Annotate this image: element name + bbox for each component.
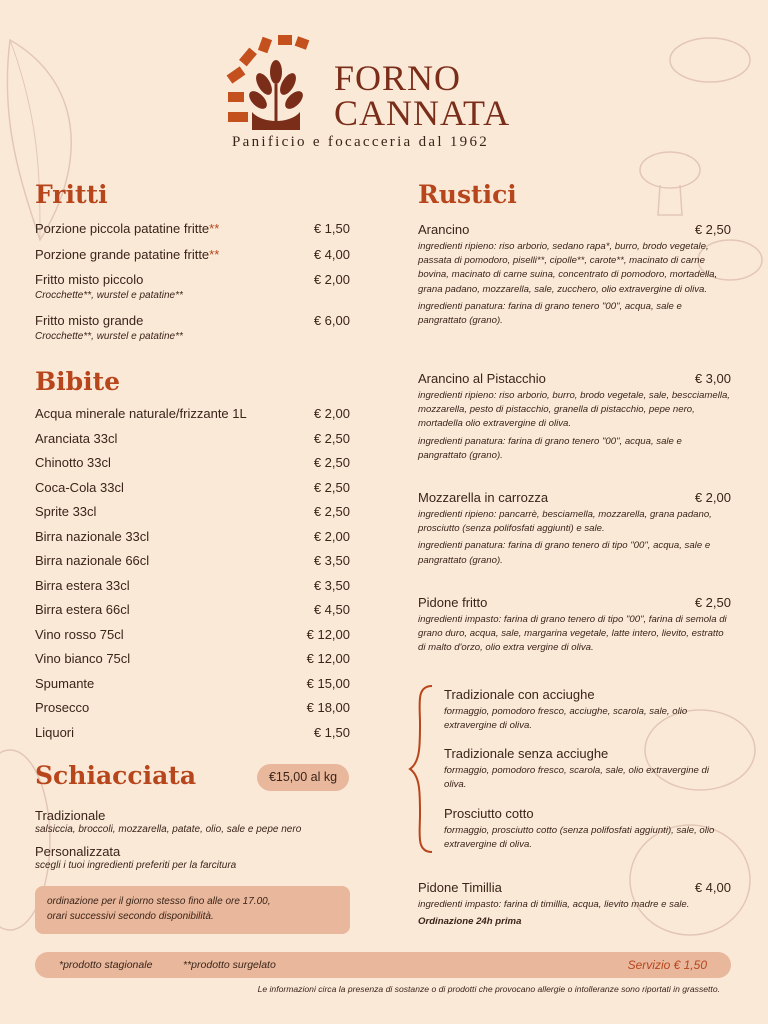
bibite-item-name: Birra nazionale 33cl: [35, 529, 150, 544]
bibite-item: [35, 504, 350, 519]
brand-tagline: Panificio e focacceria dal 1962: [232, 134, 490, 150]
surgelato-note: **prodotto surgelato: [183, 959, 276, 971]
note-line: orari successivi secondo disponibilità.: [47, 911, 214, 922]
variant-title: Tradizionale senza acciughe: [444, 746, 609, 761]
variant-title: Prosciutto cotto: [444, 806, 534, 821]
rustico-price: € 3,00: [694, 371, 731, 386]
schiacciata-note: [35, 886, 350, 934]
fritti-item-sub: Crocchette**, wurstel e patatine**: [35, 331, 183, 342]
fritti-title: Fritti: [35, 180, 108, 209]
variant-title: Tradizionale con acciughe: [444, 687, 595, 702]
rustico-pistacchio: [418, 369, 731, 463]
bibite-item-name: Vino bianco 75cl: [35, 651, 131, 666]
rustico-price: € 2,50: [694, 595, 731, 610]
bibite-item-price: € 18,00: [306, 700, 350, 715]
fritti-item-name: Fritto misto grande: [35, 313, 144, 328]
fritti-item-name: Porzione grande patatine fritte: [35, 247, 210, 262]
bibite-item: [35, 725, 350, 740]
schiacciata-item: [35, 844, 350, 871]
frozen-mark: **: [209, 247, 220, 262]
brand-name-top: FORNO: [334, 58, 462, 98]
bibite-item: [35, 676, 350, 691]
bibite-item-name: Liquori: [35, 725, 75, 740]
rustico-arancino: [418, 220, 731, 329]
rustico-carrozza: [418, 488, 731, 568]
bibite-item-name: Acqua minerale naturale/frizzante 1L: [35, 406, 247, 421]
rustico-ripieno: ingredienti ripieno: pancarrè, besciamella, mozzarella, grana padano, prosciutto (senza polifosfati aggiunti) e sale.: [418, 508, 712, 534]
fritti-item: [35, 247, 350, 262]
bibite-item-name: Birra estera 33cl: [35, 578, 130, 593]
schiacciata-item-name: Tradizionale: [35, 808, 106, 823]
bibite-item-name: Aranciata 33cl: [35, 431, 118, 446]
pidone-variant: [444, 685, 731, 733]
fritti-item: [35, 313, 350, 342]
bibite-item: [35, 651, 350, 666]
bibite-item-price: € 3,50: [313, 578, 350, 593]
bibite-item: [35, 553, 350, 568]
schiacciata-item-name: Personalizzata: [35, 844, 121, 859]
bibite-item-name: Birra nazionale 66cl: [35, 553, 150, 568]
schiacciata-price-pill: €15,00 al kg: [257, 764, 349, 791]
servizio-price: Servizio € 1,50: [627, 958, 707, 972]
bibite-item-price: € 1,50: [313, 725, 350, 740]
rustico-impasto: ingredienti impasto: farina di timillia, acqua, lievito madre e sale.: [418, 898, 690, 910]
bibite-item-name: Spumante: [35, 676, 95, 691]
stagionale-note: *prodotto stagionale: [59, 959, 153, 971]
rustico-price: € 2,50: [694, 222, 731, 237]
schiacciata-item: [35, 808, 350, 835]
footer-bar: [35, 952, 731, 978]
allergen-note: Le informazioni circa la presenza di sostanze o di prodotti che provocano allergie o intolleranze sono riportati in grassetto.: [257, 984, 720, 994]
bibite-item-price: € 2,50: [313, 455, 350, 470]
note-line: ordinazione per il giorno stesso fino alle ore 17.00,: [47, 896, 271, 907]
fritti-item-name: Fritto misto piccolo: [35, 272, 144, 287]
fritti-item: [35, 272, 350, 301]
fritti-item: [35, 221, 350, 236]
bibite-item-price: € 4,50: [313, 602, 350, 617]
bibite-item-price: € 2,50: [313, 480, 350, 495]
rustico-ripieno: ingredienti ripieno: riso arborio, sedano rapa*, burro, brodo vegetale, passata di pomodoro, piselli**, cipolle**, carote**, macinato di carne bovina, macinato di carne suina, concentrato di pomodoro, mortadella, grana padano, mozzarella, sale, zucchero, olio extravergine di oliva.: [418, 240, 718, 295]
rustico-panatura: ingredienti panatura: farina di grano tenero di tipo "00", acqua, sale e pangrattato (grano).: [418, 540, 711, 566]
rustico-panatura: ingredienti panatura: farina di grano tenero "00", acqua, sale e pangrattato (grano).: [418, 435, 682, 462]
bibite-item-price: € 3,50: [313, 553, 350, 568]
bibite-item: [35, 578, 350, 593]
rustico-order: Ordinazione 24h prima: [418, 915, 522, 927]
bibite-item-price: € 2,00: [313, 406, 350, 421]
bibite-item: [35, 700, 350, 715]
bibite-item: [35, 455, 350, 470]
fritti-item-price: € 1,50: [313, 221, 350, 236]
rustico-panatura: ingredienti panatura: farina di grano tenero "00", acqua, sale e pangrattato (grano).: [418, 301, 682, 327]
rustico-price: € 4,00: [694, 880, 731, 895]
rustico-name: Arancino al Pistacchio: [418, 371, 546, 386]
schiacciata-item-desc: scegli i tuoi ingredienti preferiti per la farcitura: [35, 860, 237, 871]
bibite-item-name: Prosecco: [35, 700, 90, 715]
fritti-item-price: € 4,00: [313, 247, 350, 262]
bibite-item-price: € 2,00: [313, 529, 350, 544]
rustico-price: € 2,00: [694, 490, 731, 505]
fritti-item-sub: Crocchette**, wurstel e patatine**: [35, 290, 183, 301]
bibite-item-price: € 2,50: [313, 431, 350, 446]
fritti-item-price: € 2,00: [313, 272, 350, 287]
variant-desc: formaggio, pomodoro fresco, scarola, sale, olio extravergine di oliva.: [444, 764, 710, 790]
fritti-item-price: € 6,00: [313, 313, 350, 328]
variant-desc: formaggio, prosciutto cotto (senza polifosfati aggiunti), sale, olio extravergine di oliva.: [444, 824, 715, 850]
rustico-name: Pidone Timillia: [418, 880, 502, 895]
bibite-title: Bibite: [35, 367, 121, 396]
variant-desc: formaggio, pomodoro fresco, acciughe, scarola, sale, olio extravergine di oliva.: [444, 705, 688, 731]
schiacciata-title: Schiacciata: [35, 761, 197, 790]
rustico-timillia: [418, 878, 731, 929]
fritti-item-name: Porzione piccola patatine fritte: [35, 221, 210, 236]
bibite-item-name: Sprite 33cl: [35, 504, 97, 519]
brand-logo: [222, 32, 552, 152]
rustico-name: Arancino: [418, 222, 470, 237]
brand-name-bottom: CANNATA: [334, 93, 511, 133]
curly-brace-icon: [406, 684, 436, 854]
bibite-item-price: € 15,00: [306, 676, 350, 691]
pidone-variant: [444, 744, 731, 792]
rustico-ripieno: ingredienti ripieno: riso arborio, burro, brodo vegetale, sale, bescciamella, mozzarella, pesto di pistacchio, granella di pistacchio, pepe nero, mortadella olio extravergine di oliva.: [418, 389, 730, 430]
bibite-item-name: Chinotto 33cl: [35, 455, 111, 470]
bibite-item-name: Coca-Cola 33cl: [35, 480, 124, 495]
rustici-title: Rustici: [418, 180, 517, 209]
bibite-item-name: Vino rosso 75cl: [35, 627, 124, 642]
rustico-name: Mozzarella in carrozza: [418, 490, 549, 505]
bibite-item: [35, 431, 350, 446]
bibite-item: [35, 480, 350, 495]
schiacciata-item-desc: salsiccia, broccoli, mozzarella, patate, olio, sale e pepe nero: [35, 824, 302, 835]
frozen-mark: **: [209, 221, 220, 236]
bibite-item-name: Birra estera 66cl: [35, 602, 130, 617]
rustico-impasto: ingredienti impasto: farina di grano tenero di tipo "00", farina di semola di grano duro, acqua, sale, margarina vegetale, latte intero, lievito, estratto di malto d'orzo, olio extra vergine di oliva.: [418, 613, 727, 654]
bibite-item: [35, 602, 350, 617]
bibite-item-price: € 12,00: [306, 651, 350, 666]
rustico-pidone: [418, 593, 731, 656]
bibite-item: [35, 406, 350, 421]
bibite-item-price: € 2,50: [313, 504, 350, 519]
bibite-item: [35, 627, 350, 642]
bibite-item-price: € 12,00: [306, 627, 350, 642]
bibite-item: [35, 529, 350, 544]
pidone-variant: [444, 804, 731, 852]
rustico-name: Pidone fritto: [418, 595, 488, 610]
oven-wheat-icon: [226, 32, 330, 132]
